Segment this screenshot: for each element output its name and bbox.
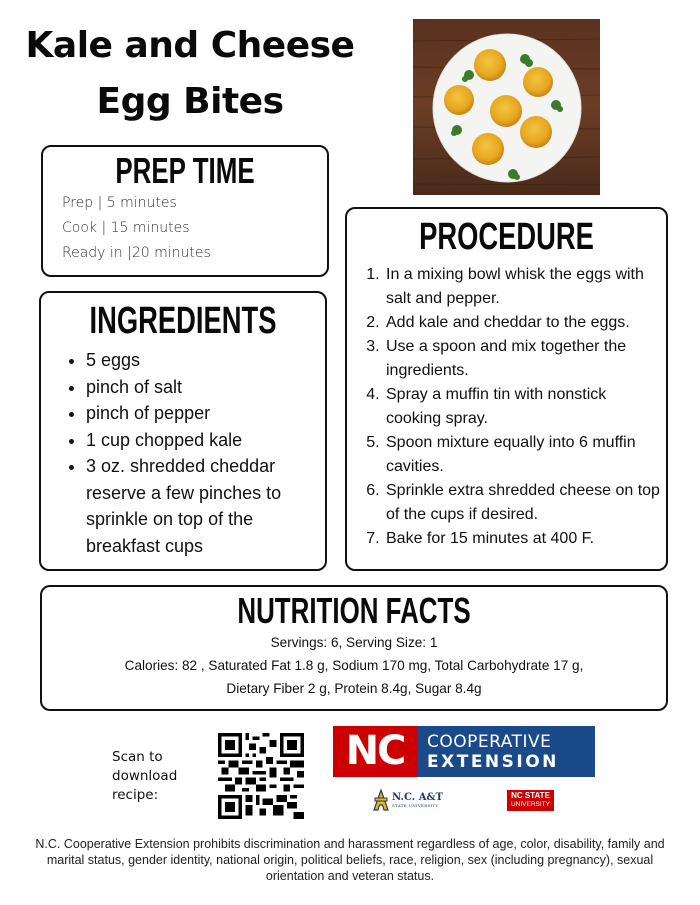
scan-to-download-label: [112, 748, 177, 805]
nc-state-logo: [507, 790, 554, 811]
nc-logo-line-1: COOPERATIVE: [427, 731, 552, 752]
procedure-step: 6. Sprinkle extra shredded cheese on top of the cups if desired.: [384, 479, 666, 527]
ingredient-item: • 5 eggs: [86, 347, 325, 374]
qr-code-icon[interactable]: [218, 733, 304, 819]
procedure-step: 2. Add kale and cheddar to the eggs.: [384, 311, 666, 335]
procedure-step: 7. Bake for 15 minutes at 400 F.: [384, 527, 666, 551]
aggie-a-icon: [373, 789, 389, 811]
title-line-2: Egg Bites: [96, 81, 284, 122]
nc-logo-wordmark: [417, 726, 595, 777]
nutrition-line-2: Dietary Fiber 2 g, Protein 8.4g, Sugar 8.4g: [226, 680, 482, 696]
nutrition-line-1: Calories: 82 , Saturated Fat 1.8 g, Sodium 170 mg, Total Carbohydrate 17 g,: [124, 657, 584, 673]
procedure-heading: PROCEDURE: [419, 216, 594, 258]
procedure-step: 5. Spoon mixture equally into 6 muffin cavities.: [384, 431, 666, 479]
ingredient-item: • pinch of salt: [86, 374, 325, 401]
cook-line: Cook | 15 minutes: [62, 220, 190, 236]
scan-line: Scan to: [112, 749, 163, 765]
nc-logo-line-2: EXTENSION: [427, 751, 559, 772]
procedure-steps: [347, 263, 666, 551]
nc-at-logo: [373, 789, 443, 811]
nc-at-sub: STATE UNIVERSITY: [392, 802, 439, 808]
procedure-step: 4. Spray a muffin tin with nonstick cooking spray.: [384, 383, 666, 431]
prep-time-box: [41, 145, 329, 277]
scan-line: recipe:: [112, 787, 159, 803]
nutrition-heading: NUTRITION FACTS: [237, 590, 471, 631]
scan-line: download: [112, 768, 178, 784]
nc-logo-mark: NC: [333, 726, 417, 777]
ingredients-heading: INGREDIENTS: [89, 300, 277, 342]
ready-line: Ready in |20 minutes: [62, 245, 211, 261]
ingredients-list: [41, 347, 325, 559]
nutrition-facts-box: [40, 585, 668, 711]
egg-bites-photo-icon: [413, 19, 600, 195]
nc-at-name: N.C. A&T: [392, 791, 443, 803]
prep-time-heading: PREP TIME: [115, 150, 255, 191]
servings-text: Servings: 6, Serving Size: 1: [270, 634, 438, 650]
procedure-step: 3. Use a spoon and mix together the ingredients.: [384, 335, 666, 383]
ingredient-item: • pinch of pepper: [86, 400, 325, 427]
prep-line: Prep | 5 minutes: [62, 195, 177, 211]
nc-cooperative-extension-logo: [333, 726, 595, 777]
procedure-box: [345, 207, 668, 571]
nc-state-name: NC STATE: [511, 791, 550, 800]
ingredient-item: • 3 oz. shredded cheddar reserve a few pinches to sprinkle on top of the breakfast cups: [86, 453, 325, 559]
procedure-step: 1. In a mixing bowl whisk the eggs with salt and pepper.: [384, 263, 666, 311]
non-discrimination-statement: N.C. Cooperative Extension prohibits discrimination and harassment regardless of age, color, disability, family and marital status, gender identity, national origin, political beliefs, race, religion, sex (including pregnancy), sexual orientation and veteran status.: [35, 837, 665, 883]
recipe-photo: [413, 19, 600, 195]
title-line-1: Kale and Cheese: [25, 25, 355, 66]
recipe-title: [0, 18, 380, 130]
ingredients-box: [39, 291, 327, 571]
ingredient-item: • 1 cup chopped kale: [86, 427, 325, 454]
nc-state-sub: UNIVERSITY: [510, 801, 550, 808]
